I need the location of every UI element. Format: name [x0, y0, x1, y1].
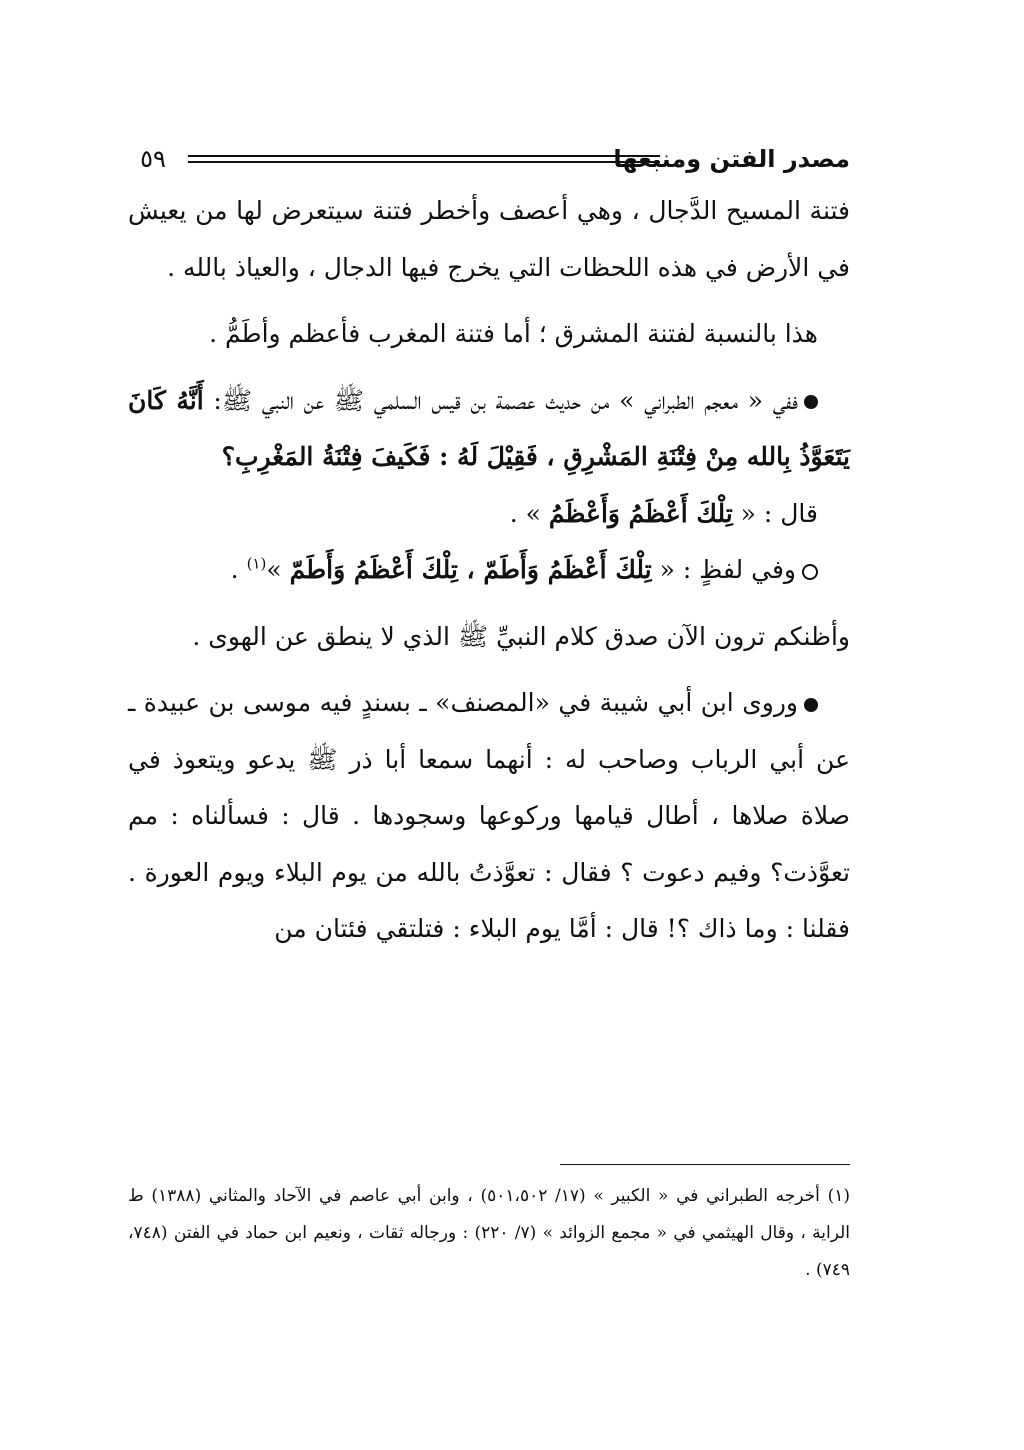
- footnote-reference[interactable]: (١): [246, 554, 267, 573]
- paragraph-7-text: وروى ابن أبي شيبة في «المصنف» ـ بسندٍ فيه موسى بن عبيدة ـ عن أبي الرباب وصاحب له : أنهما سمعا أبا ذر ﷺ يدعو ويتعوذ في صلاة صلاها ، أطال قيامها وركوعها وسجودها . قال : فسألناه : مم تعوَّذت؟ وفيم دعوت ؟ فقال : تعوَّذتُ بالله من يوم البلاء ويوم العورة . فقلنا : وما ذاك ؟! قال : أمَّا يوم البلاء : فتلتقي فئتان من: [128, 688, 850, 943]
- paragraph-4: [128, 486, 850, 543]
- bullet-icon: [804, 698, 818, 712]
- paragraph-2: هذا بالنسبة لفتنة المشرق ؛ أما فتنة المغرب فأعظم وأطَمُّ .: [209, 319, 818, 348]
- hadith-text: تِلْكَ أَعْظَمُ وَأَعْظَمُ: [548, 498, 733, 528]
- paragraph-7: [128, 675, 850, 958]
- paragraph-5-end: .: [230, 555, 247, 584]
- paragraph-6: وأظنكم ترون الآن صدق كلام النبيِّ ﷺ الذي لا ينطق عن الهوى .: [192, 621, 850, 651]
- hadith-text: تِلْكَ أَعْظَمُ وَأَطَمّ ، تِلْكَ أَعْظَمُ وَأَطَمّ: [289, 555, 652, 584]
- footnote: [128, 1178, 850, 1289]
- paragraph-3: [128, 373, 850, 486]
- paragraph-5: [128, 542, 850, 599]
- running-header: [128, 142, 850, 176]
- paragraph-4-prefix: قال : «: [732, 498, 818, 528]
- circle-icon: [802, 564, 818, 580]
- page-number: ٥٩: [140, 145, 166, 173]
- paragraph-3-intro: ففي « معجم الطبراني » من حديث عصمة بن قيس السلمي ﷺ عن النبي ﷺ:: [203, 385, 798, 415]
- footnote-separator: [560, 1164, 850, 1165]
- header-rule: [188, 155, 660, 163]
- paragraph-5-prefix: وفي لفظٍ : «: [651, 555, 796, 584]
- hadith-text: أَنَّهُ كَانَ يَتَعَوَّذُ بِالله مِنْ فِتْنَةِ المَشْرِقِ ، فَقِيْلَ لَهُ : فَكَيفَ فِتْنَةُ المَغْرِبِ؟: [128, 385, 850, 471]
- paragraph-1: فتنة المسيح الدَّجال ، وهي أعصف وأخطر فتنة سيتعرض لها من يعيش في الأرض في هذه اللحظات التي يخرج فيها الدجال ، والعياذ بالله .: [128, 196, 850, 282]
- paragraph-5-suffix: »: [266, 555, 290, 584]
- footnote-1: (١) أخرجه الطبراني في « الكبير » (١٧/ ٥٠١،٥٠٢) ، وابن أبي عاصم في الآحاد والمثاني (١٣٨٨) ط الراية ، وقال الهيثمي في « مجمع الزوائد » (٧/ ٢٢٠) : ورجاله ثقات ، ونعيم ابن حماد في الفتن (٧٤٨، ٧٤٩) .: [128, 1186, 850, 1280]
- body-text: [128, 183, 850, 958]
- paragraph-4-suffix: » .: [509, 498, 549, 528]
- bullet-icon: [804, 395, 818, 409]
- header-title: مصدر الفتن ومنبعها: [613, 145, 850, 173]
